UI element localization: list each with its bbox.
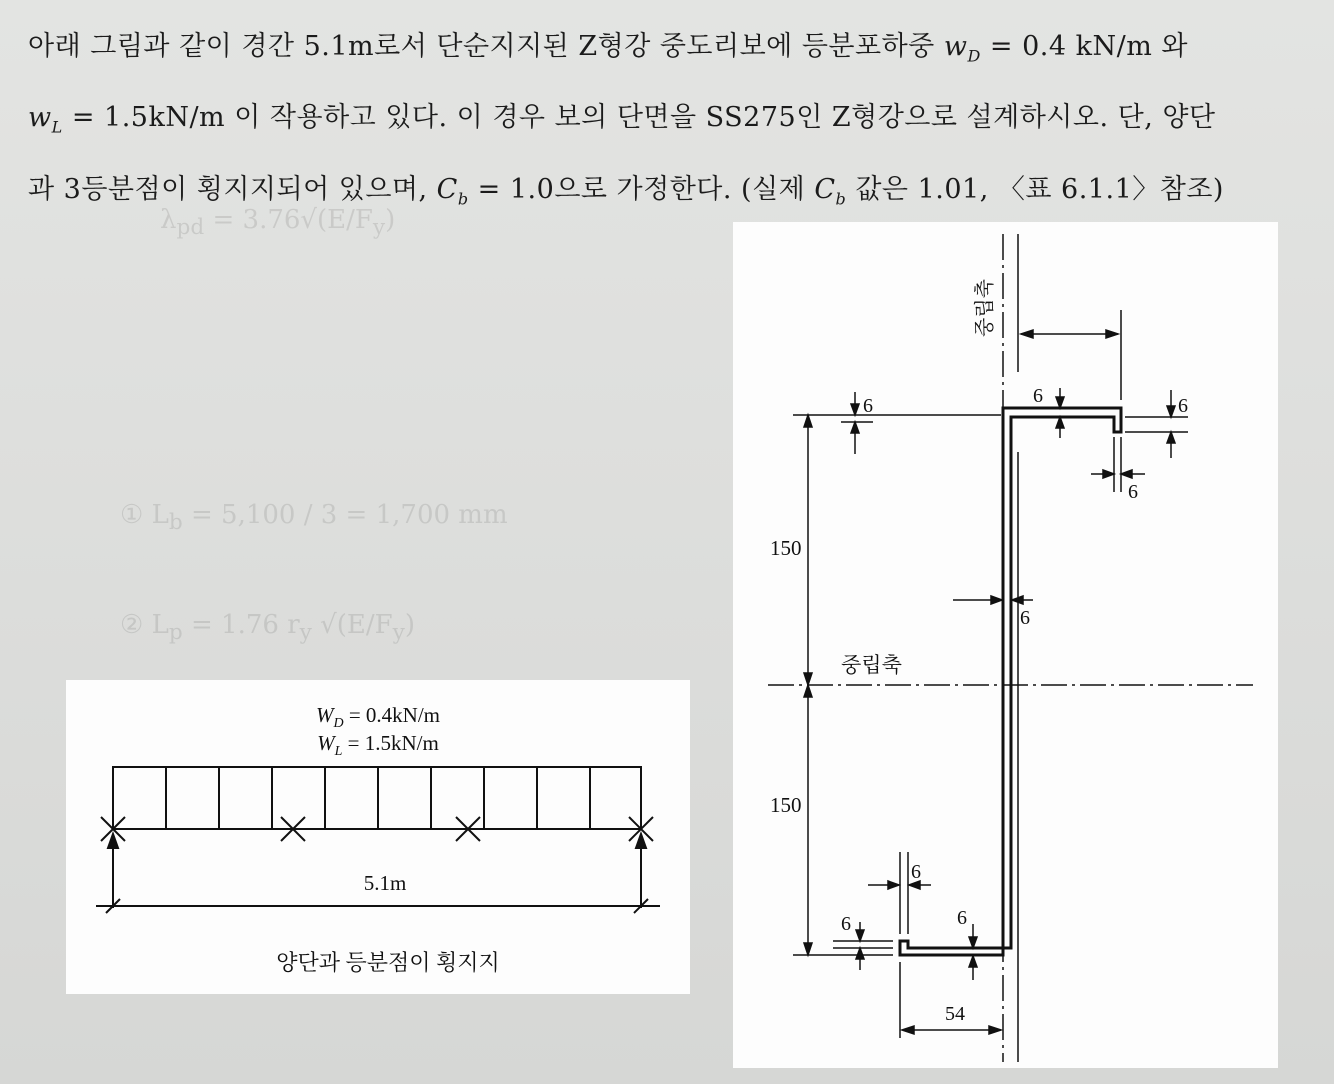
live-load-symbol: $w_L$ [28, 102, 63, 137]
bottom-lip-width-label: 6 [911, 861, 921, 883]
live-load-label: $W_L = 1.5kN/m$ [317, 731, 439, 759]
upper-height-label: 150 [770, 536, 802, 560]
problem-text: 아래 그림과 같이 경간 5.1m로서 단순지지된 Z형강 중도리보에 등분포하중 [28, 31, 944, 62]
cb-symbol: $C_b$ [436, 173, 469, 209]
bottom-lip-thickness-label: 6 [841, 913, 851, 935]
top-flange-thickness-label: 6 [1033, 385, 1043, 407]
lower-height-label: 150 [770, 793, 802, 817]
problem-line-2 [28, 87, 1318, 158]
dead-load-value: = 0.4 kN/m [980, 31, 1153, 62]
problem-text: 와 [1152, 31, 1188, 62]
z-section-profile [900, 408, 1121, 955]
beam-diagram-svg [66, 680, 690, 994]
vertical-neutral-axis-label: 중립축 [974, 279, 996, 337]
bleed-through-text: ① $L_b = 5,100 / 3 = 1,700$ mm [120, 500, 508, 536]
problem-statement [28, 16, 1318, 230]
span-dimension [96, 899, 660, 913]
top-lip-width-label: 6 [1128, 481, 1138, 503]
bleed-through-text: $\lambda_{pd} = 3.76√(E/F_y)$ [160, 205, 396, 241]
bottom-flange-thickness-dim [969, 924, 977, 980]
bottom-lip-width-dim [868, 852, 931, 934]
problem-text: 으로 가정한다. (실제 [554, 173, 815, 205]
top-flange-thickness-dim [1056, 388, 1064, 438]
cb-symbol-2: $C_b$ [814, 173, 847, 209]
dead-load-label: $W_D = 0.4kN/m$ [315, 703, 441, 731]
web-thickness-dim [953, 596, 1033, 604]
dead-load-symbol: $w_D$ [943, 31, 981, 66]
problem-text: 이 작용하고 있다. 이 경우 보의 단면을 SS275인 Z형강으로 설계하시오. 단, 양단 [225, 102, 1216, 134]
problem-line-3 [28, 159, 1318, 230]
problem-line-1 [28, 16, 1318, 87]
z-section-svg [733, 222, 1278, 1068]
bleed-through-text: ② $L_p = 1.76$ $r_y$ $√(E/F_y)$ [120, 610, 416, 646]
live-load-value: = 1.5kN/m [62, 102, 226, 134]
flange-width-label: 54 [945, 1003, 965, 1025]
z-section-diagram [733, 222, 1278, 1068]
web-thickness-label: 6 [1020, 607, 1030, 629]
top-left-thickness-label: 6 [863, 395, 873, 417]
beam-diagram [66, 680, 690, 994]
bottom-flange-width-dim [900, 962, 1001, 1038]
top-right-lip-label: 6 [1178, 395, 1188, 417]
problem-text: 값은 1.01, 〈표 6.1.1〉참조) [846, 173, 1224, 205]
distributed-load [113, 767, 641, 829]
beam-caption: 양단과 등분점이 횡지지 [276, 950, 500, 975]
problem-text: 과 3등분점이 횡지지되어 있으며, [28, 173, 437, 205]
span-label: 5.1m [363, 871, 407, 895]
horizontal-neutral-axis-label: 중립축 [841, 653, 902, 677]
bottom-flange-thickness-label: 6 [957, 907, 967, 929]
cb-value: = 1.0 [468, 173, 555, 205]
